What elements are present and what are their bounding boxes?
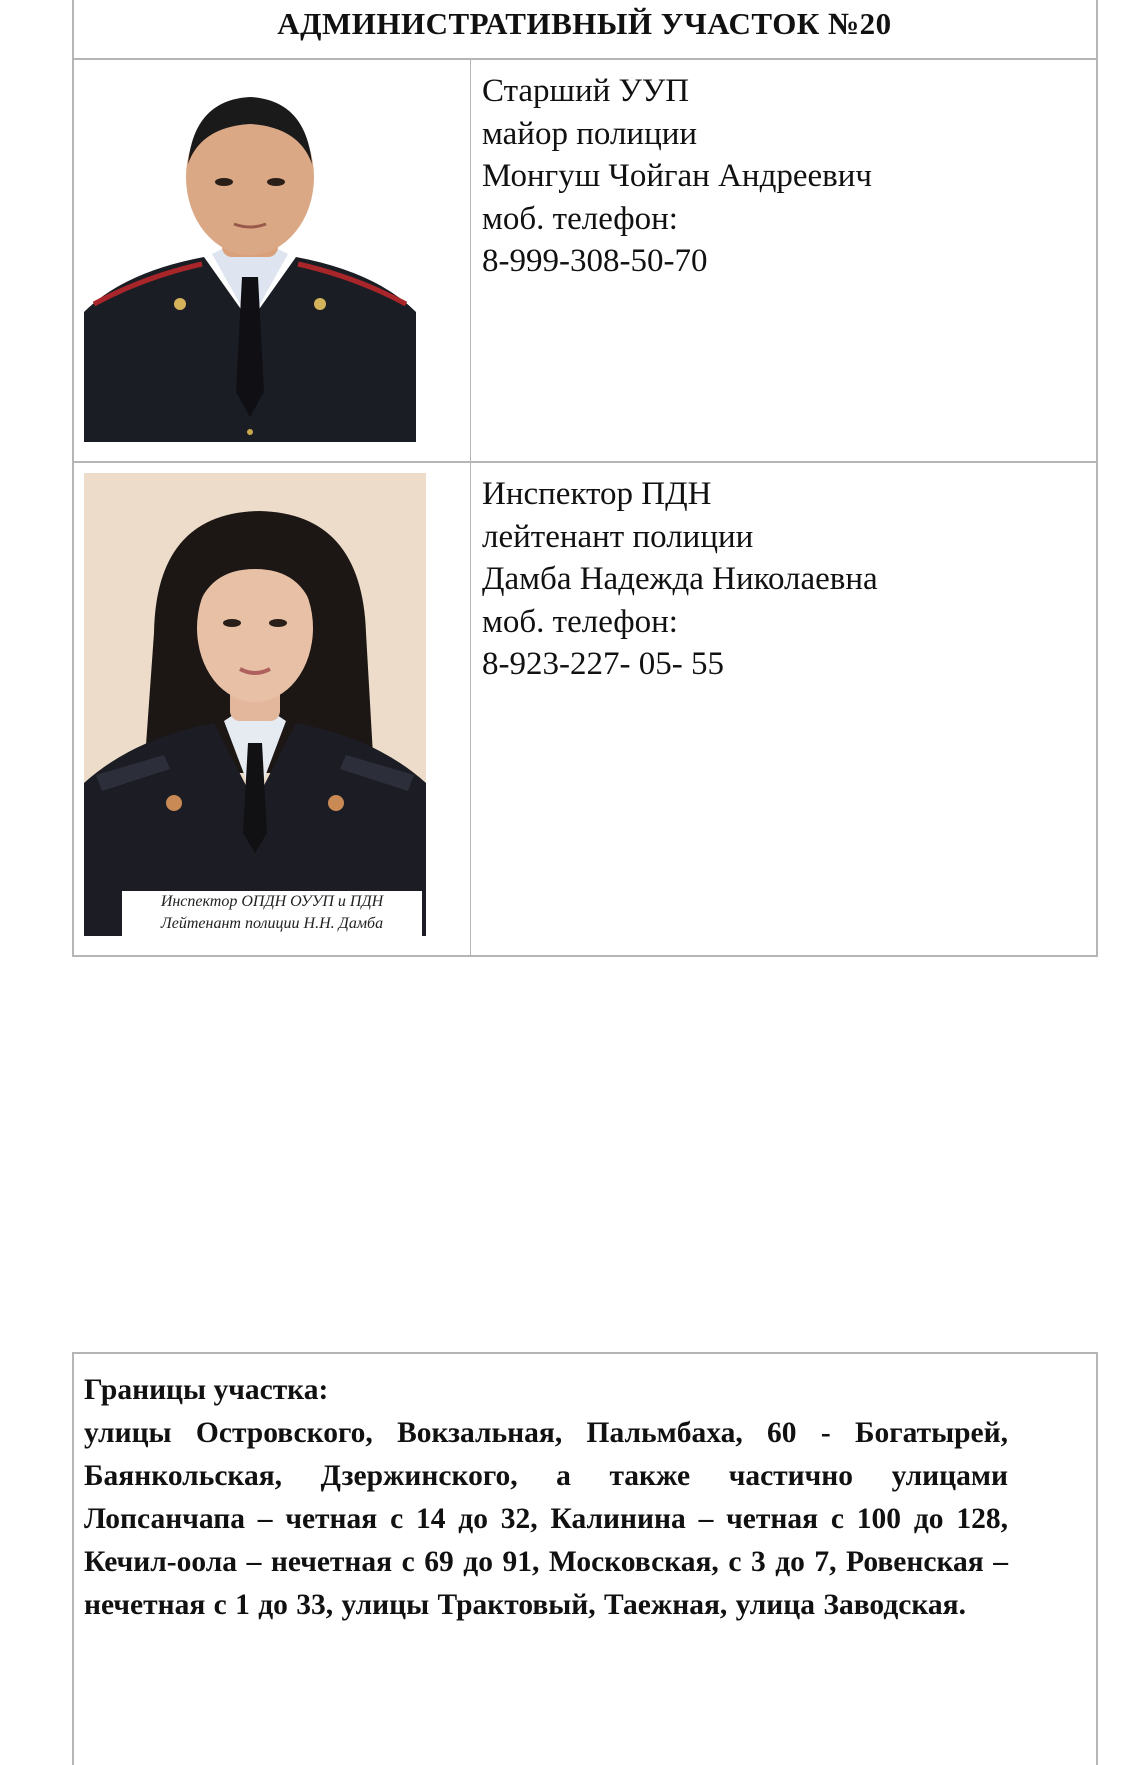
officer-phone-label: моб. телефон: — [482, 200, 678, 237]
officer-portrait-1 — [84, 72, 416, 442]
officer-position: Старший УУП — [482, 73, 690, 109]
table-border-left — [72, 0, 74, 957]
boundaries-heading: Границы участка: — [84, 1374, 329, 1406]
photo-caption — [122, 891, 422, 936]
officer-info-2 — [482, 473, 878, 686]
officer-portrait-2 — [84, 473, 426, 936]
table-row-divider-2 — [72, 461, 1098, 463]
boundaries-box-right — [1096, 1352, 1098, 1765]
officer-photo-2 — [84, 473, 426, 936]
table-border-middle — [470, 59, 471, 957]
officer-name: Дамба Надежда Николаевна — [482, 561, 878, 597]
officer-photo-1 — [84, 72, 416, 442]
boundaries-section — [84, 1369, 1008, 1627]
officer-phone-number[interactable]: 8-923-227- 05- 55 — [482, 646, 724, 682]
table-row-divider-1 — [72, 58, 1098, 60]
officer-position: Инспектор ПДН — [482, 476, 712, 512]
officer-name: Монгуш Чойган Андреевич — [482, 158, 872, 194]
officer-rank: лейтенант полиции — [482, 518, 754, 555]
photo-caption-line-2: Лейтенант полиции Н.Н. Дамба — [160, 915, 384, 932]
photo-caption-line-1: Инспектор ОПДН ОУУП и ПДН — [160, 893, 384, 910]
officer-info-1 — [482, 70, 872, 283]
boundaries-box-top — [72, 1352, 1098, 1354]
page-title: АДМИНИСТРАТИВНЫЙ УЧАСТОК №20 — [277, 6, 892, 41]
officer-phone-number[interactable]: 8-999-308-50-70 — [482, 243, 708, 279]
officer-rank: майор полиции — [482, 115, 698, 152]
table-border-bottom — [72, 955, 1098, 957]
boundaries-text: улицы Островского, Вокзальная, Пальмбаха, 60 - Богатырей, Баянкольская, Дзержинского, а также частично улицами Лопсанчапа – четная с 14 до 32, Калинина – четная с 100 до 128, Кечил-оола – нечетная с 69 до 91, Московская, с 3 до 7, Ровенская – нечетная с 1 до 33, улицы Трактовый, Таежная, улица Заводская. — [84, 1417, 1008, 1621]
table-border-right — [1096, 0, 1098, 957]
officer-phone-label: моб. телефон: — [482, 603, 678, 640]
boundaries-box-left — [72, 1352, 74, 1765]
